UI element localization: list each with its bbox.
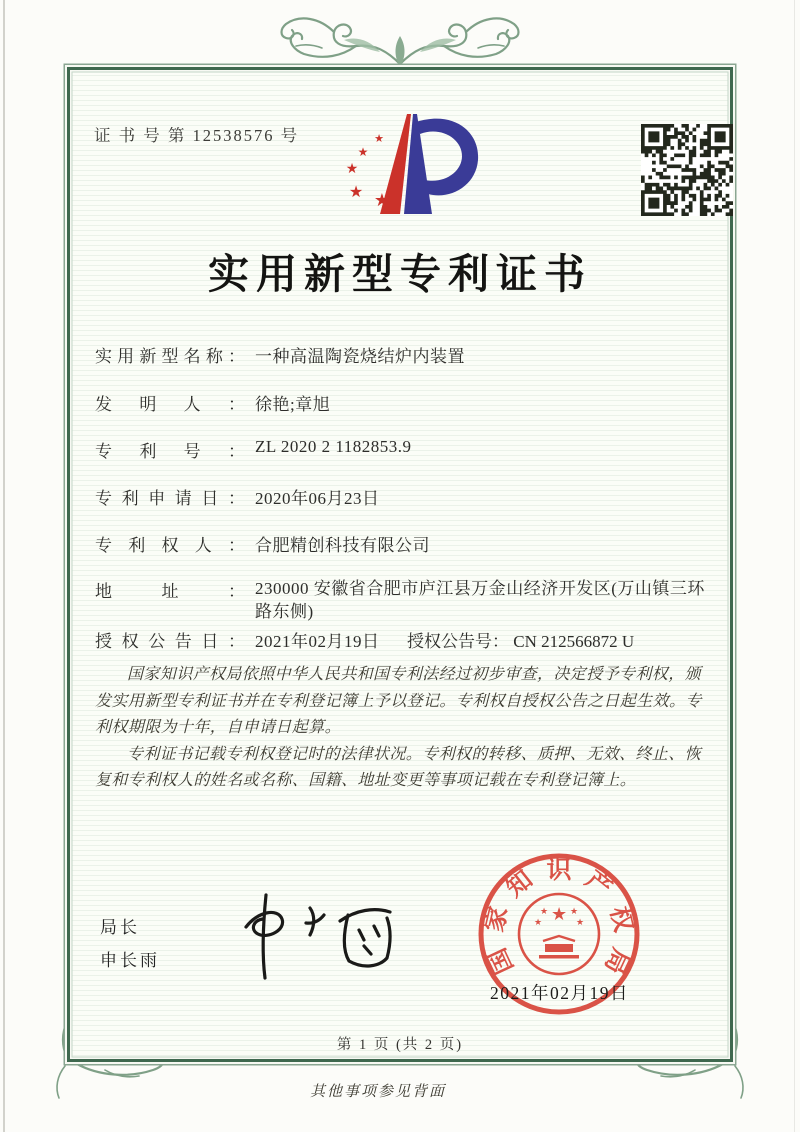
- field-label: 专利申请日：: [95, 489, 245, 508]
- cnipa-logo: [330, 102, 490, 240]
- certificate-title: 实用新型专利证书: [208, 251, 592, 297]
- commissioner-signature: [218, 885, 423, 985]
- svg-text:★: ★: [575, 918, 585, 928]
- field-label: 授权公告号：: [407, 632, 509, 651]
- field-label: 授权公告日：: [95, 632, 245, 651]
- field-utility-model-name: [95, 342, 465, 367]
- field-value: 2020年06月23日: [255, 489, 380, 508]
- field-value: 徐艳;章旭: [255, 395, 331, 414]
- field-label: 地址：: [95, 582, 245, 601]
- field-patent-number: [95, 437, 412, 462]
- svg-text:家: 家: [481, 904, 514, 935]
- commissioner-name: 申长雨: [100, 951, 160, 970]
- svg-text:★: ★: [533, 918, 543, 928]
- back-side-note: 其他事项参见背面: [309, 1084, 446, 1100]
- field-grant-date: [95, 627, 713, 652]
- seal-date: 2021年02月19日: [490, 983, 629, 1003]
- svg-text:局: 局: [599, 943, 635, 978]
- svg-text:国: 国: [483, 943, 519, 978]
- svg-text:产: 产: [580, 865, 617, 903]
- svg-text:权: 权: [604, 904, 637, 935]
- page-number: 第 1 页 (共 2 页): [336, 1037, 464, 1053]
- svg-text:★: ★: [373, 190, 391, 211]
- svg-text:★: ★: [357, 145, 369, 159]
- svg-text:★: ★: [374, 132, 384, 145]
- certificate-number: 证 书 号 第 12538576 号: [94, 126, 300, 145]
- field-value: ZL 2020 2 1182853.9: [255, 437, 412, 456]
- field-patentee: [95, 531, 430, 556]
- legal-text: [95, 662, 711, 795]
- field-address: [95, 577, 710, 623]
- field-value: 2021年02月19日: [255, 632, 380, 651]
- svg-text:★: ★: [345, 161, 359, 177]
- field-label: 专利号：: [95, 442, 245, 461]
- legal-paragraph-2: 专利证书记载专利权登记时的法律状况。专利权的转移、质押、无效、终止、恢复和专利权人的姓名或名称、国籍、地址变更等事项记载在专利登记簿上。: [95, 745, 702, 789]
- commissioner-title: 局长: [100, 918, 140, 937]
- legal-paragraph-1: 国家知识产权局依照中华人民共和国专利法经过初步审查，决定授予专利权，颁发实用新型专利证书并在专利登记簿上予以登记。专利权自授权公告之日起生效。专利权期限为十年，自申请日起算。: [95, 666, 702, 736]
- field-label: 发明人：: [95, 395, 245, 414]
- field-label: 专利权人：: [95, 536, 245, 555]
- field-filing-date: [95, 484, 380, 509]
- qr-code-icon: [641, 124, 733, 216]
- field-value: 一种高温陶瓷烧结炉内装置: [255, 347, 465, 366]
- svg-text:知: 知: [501, 865, 538, 903]
- svg-text:★: ★: [550, 904, 568, 925]
- field-value: 合肥精创科技有限公司: [255, 536, 430, 555]
- svg-text:★: ★: [348, 182, 364, 201]
- cnipa-logo-icon: [330, 102, 490, 240]
- signature-icon: [218, 885, 423, 985]
- field-inventor: [95, 390, 330, 415]
- field-label: 实用新型名称：: [95, 347, 245, 366]
- field-grant-number: [407, 627, 634, 652]
- field-value: CN 212566872 U: [513, 632, 635, 651]
- svg-text:★: ★: [539, 907, 549, 917]
- qr-code: [641, 124, 733, 216]
- field-value: 230000 安徽省合肥市庐江县万金山经济开发区(万山镇三环路东侧): [255, 579, 705, 621]
- svg-text:★: ★: [569, 907, 579, 917]
- svg-text:识: 识: [546, 857, 572, 884]
